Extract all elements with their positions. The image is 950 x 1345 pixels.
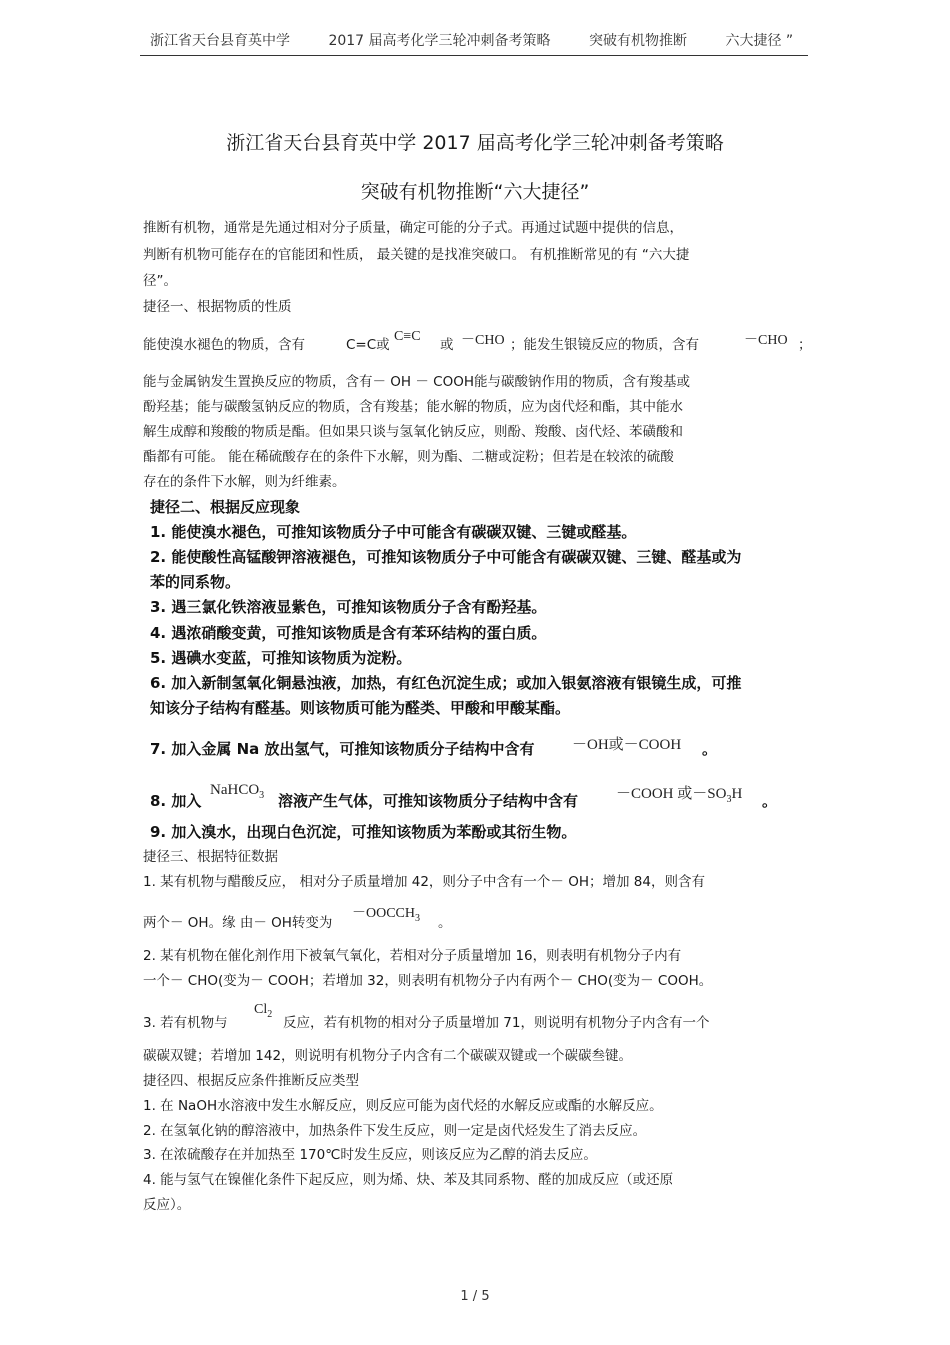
nahco3-sub: 3 [259, 790, 265, 801]
section1-heading: 捷径一、根据物质的性质 [143, 299, 292, 315]
s2-item3: 3. 遇三氯化铁溶液显紫色，可推知该物质分子含有酚羟基。 [150, 598, 547, 616]
s4-line4b: 反应）。 [143, 1197, 191, 1213]
s2-item6b: 知该分子结构有醛基。则该物质可能为醛类、甲酸和甲酸某酯。 [150, 699, 571, 717]
formula-triple-bond: C≡C [394, 329, 421, 344]
s4-line3: 3. 在浓硫酸存在并加热至 170℃时发生反应，则该反应为乙醇的消去反应。 [143, 1147, 597, 1163]
cl2-text: Cl [254, 1002, 268, 1017]
s1-line1-a: 能使溴水褪色的物质，含有 [143, 337, 305, 353]
s2-item2b: 苯的同系物。 [150, 573, 241, 591]
cooh-so3-text: －COOH 或－SO [616, 786, 727, 802]
formula-cooh-so3h [616, 782, 742, 805]
formula-cho-1: －CHO [461, 333, 505, 348]
formula-cl2 [254, 1002, 272, 1020]
so3-sub: 3 [726, 794, 732, 805]
intro-line-1: 推断有机物，通常是先通过相对分子质量，确定可能的分子式。再通过试题中提供的信息， [143, 220, 683, 236]
section3-heading: 捷径三、根据特征数据 [143, 849, 278, 865]
intro-line-2: 判断有机物可能存在的官能团和性质， 最关键的是找准突破口。 有机推断常见的有 “六大捷 [143, 247, 690, 263]
s1-line1-d: ；能发生银镜反应的物质，含有 [510, 337, 699, 353]
s1-line1-c: 或 [440, 337, 454, 353]
s2-item1: 1. 能使溴水褪色，可推知该物质分子中可能含有碳碳双键、三键或醛基。 [150, 523, 637, 541]
s3-line6: 碳碳双键；若增加 142，则说明有机物分子内含有二个碳碳双键或一个碳碳叁键。 [143, 1048, 633, 1064]
ooch3-sub: 3 [415, 912, 421, 924]
section4-heading: 捷径四、根据反应条件推断反应类型 [143, 1073, 359, 1089]
s1-line1-b: C=C或 [346, 337, 390, 353]
s3-line2a: 两个－ OH。缘 由－ OH转变为 [143, 915, 333, 931]
s2-item9: 9. 加入溴水，出现白色沉淀，可推知该物质为苯酚或其衍生物。 [150, 823, 577, 841]
s2-item7b: 。 [702, 740, 718, 758]
header-school: 浙江省天台县育英中学 [150, 33, 290, 49]
formula-ooch3 [352, 902, 420, 924]
s2-item8b: 溶液产生气体，可推知该物质分子结构中含有 [278, 792, 579, 810]
s2-item2a: 2. 能使酸性高锰酸钾溶液褪色，可推知该物质分子中可能含有碳碳双键、三键、醛基或为 [150, 548, 742, 566]
s1-line4: 解生成醇和羧酸的物质是酯。但如果只谈与氢氧化钠反应，则酚、羧酸、卤代烃、苯磺酸和 [143, 424, 683, 440]
document-title: 浙江省天台县育英中学 2017 届高考化学三轮冲刺备考策略 [226, 132, 724, 154]
s1-line5: 酯都有可能。 能在稀硫酸存在的条件下水解，则为酯、二糖或淀粉；但若是在较浓的硫酸 [143, 449, 674, 465]
s3-line2b: 。 [438, 915, 452, 931]
document-subtitle: 突破有机物推断“六大捷径” [360, 181, 590, 203]
s1-line3: 酚羟基；能与碳酸氢钠反应的物质，含有羧基；能水解的物质，应为卤代烃和酯，其中能水 [143, 399, 683, 415]
s3-line5b: 反应，若有机物的相对分子质量增加 71，则说明有机物分子内含有一个 [283, 1015, 710, 1031]
header-topic: 突破有机物推断 [589, 33, 687, 49]
s2-item4: 4. 遇浓硝酸变黄，可推知该物质是含有苯环结构的蛋白质。 [150, 624, 547, 642]
s3-line4: 一个－ CHO(变为－ COOH；若增加 32，则表明有机物分子内有两个－ CHO(变为－ COOH。 [143, 973, 713, 989]
running-header [150, 30, 793, 50]
s1-line6: 存在的条件下水解，则为纤维素。 [143, 474, 346, 490]
formula-cho-2: －CHO [744, 333, 788, 348]
s4-line4a: 4. 能与氢气在镍催化条件下起反应，则为烯、炔、苯及其同系物、醛的加成反应（或还原 [143, 1172, 674, 1188]
s3-line1: 1. 某有机物与醋酸反应， 相对分子质量增加 42，则分子中含有一个－ OH；增加 84，则含有 [143, 874, 705, 890]
header-course: 2017 届高考化学三轮冲刺备考策略 [328, 33, 551, 49]
s2-item8c: 。 [762, 792, 778, 810]
s2-item5: 5. 遇碘水变蓝，可推知该物质为淀粉。 [150, 649, 412, 667]
s3-line3: 2. 某有机物在催化剂作用下被氧气氧化，若相对分子质量增加 16，则表明有机物分子内有 [143, 948, 682, 964]
formula-oh-cooh: －OH或－COOH [572, 737, 682, 753]
s3-line5a: 3. 若有机物与 [143, 1015, 228, 1031]
intro-line-3: 径”。 [143, 273, 177, 289]
header-rule [140, 55, 808, 56]
nahco3-text: NaHCO [210, 782, 260, 798]
s4-line1: 1. 在 NaOH水溶液中发生水解反应，则反应可能为卤代烃的水解反应或酯的水解反应。 [143, 1098, 663, 1114]
s1-line1-e: ； [798, 337, 812, 353]
cl2-sub: 2 [267, 1008, 273, 1020]
s2-item6a: 6. 加入新制氢氧化铜悬浊液，加热，有红色沉淀生成；或加入银氨溶液有银镜生成，可推 [150, 674, 742, 692]
s4-line2: 2. 在氢氧化钠的醇溶液中，加热条件下发生反应，则一定是卤代烃发生了消去反应。 [143, 1123, 647, 1139]
page-number: 1 / 5 [460, 1289, 490, 1304]
section2-heading: 捷径二、根据反应现象 [150, 498, 301, 516]
ooch3-text: －OOCCH [352, 906, 416, 921]
header-topic2: 六大捷径 ” [725, 33, 794, 49]
formula-nahco3 [210, 782, 264, 801]
s1-line2: 能与金属钠发生置换反应的物质，含有－ OH － COOH能与碳酸钠作用的物质，含有羧基或 [143, 374, 690, 390]
s2-item8a: 8. 加入 [150, 792, 202, 810]
s2-item7a: 7. 加入金属 Na 放出氢气，可推知该物质分子结构中含有 [150, 740, 535, 758]
so3h-h: H [731, 786, 743, 802]
